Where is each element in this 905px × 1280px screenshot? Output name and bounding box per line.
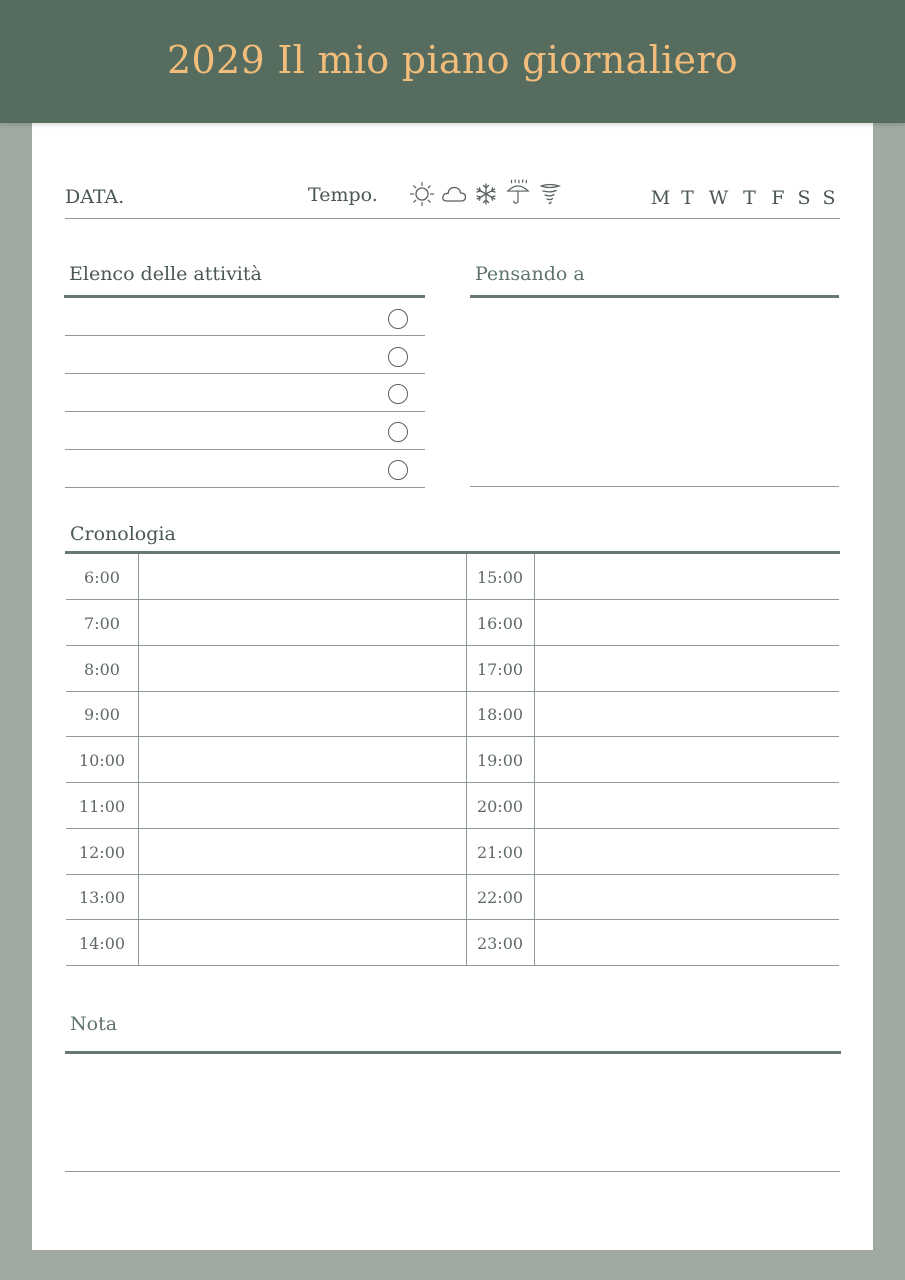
time-slot-label: 14:00 [78, 934, 126, 953]
task-line[interactable] [65, 335, 425, 336]
date-row-divider [65, 218, 840, 219]
cloud-icon[interactable] [441, 181, 467, 207]
timeline-divider-left [138, 554, 139, 965]
date-label: DATA. [65, 186, 125, 208]
time-slot-label: 18:00 [476, 705, 524, 724]
time-slot-label: 20:00 [476, 797, 524, 816]
thinking-area[interactable] [470, 299, 839, 485]
weekday-selector [649, 187, 841, 209]
day-tuesday[interactable]: T [681, 187, 694, 209]
snowflake-icon[interactable] [473, 181, 499, 207]
tasks-title: Elenco delle attività [69, 263, 262, 285]
time-slot-label: 10:00 [78, 751, 126, 770]
notes-title: Nota [70, 1013, 118, 1035]
notes-title-rule [65, 1051, 841, 1054]
time-slot-label: 16:00 [476, 614, 524, 633]
time-slot-label: 19:00 [476, 751, 524, 770]
time-row-line [66, 965, 839, 966]
time-slot-label: 7:00 [84, 614, 120, 633]
task-line[interactable] [65, 449, 425, 450]
time-slot-label: 8:00 [84, 660, 120, 679]
day-wednesday[interactable]: W [708, 187, 729, 209]
thinking-title-rule [470, 295, 839, 298]
time-slot-label: 12:00 [78, 843, 126, 862]
thinking-title: Pensando a [475, 263, 585, 285]
task-checkbox[interactable] [388, 347, 408, 367]
page-title: 2029 Il mio piano giornaliero [167, 37, 738, 82]
time-slot-label: 13:00 [78, 888, 126, 907]
tasks-title-rule [64, 295, 425, 298]
time-slot-label: 9:00 [84, 705, 120, 724]
tornado-icon[interactable] [537, 181, 563, 207]
notes-area[interactable] [65, 1055, 840, 1170]
umbrella-icon[interactable] [505, 179, 531, 205]
time-slot-label: 23:00 [476, 934, 524, 953]
day-thursday[interactable]: T [743, 187, 756, 209]
header-banner [0, 0, 905, 123]
day-sunday[interactable]: S [822, 187, 836, 209]
time-slot-label: 22:00 [476, 888, 524, 907]
task-checkbox[interactable] [388, 460, 408, 480]
time-row-line [66, 828, 839, 829]
time-slot-label: 6:00 [84, 568, 120, 587]
notes-bottom-line [65, 1171, 840, 1172]
time-row-line [66, 874, 839, 875]
task-checkbox[interactable] [388, 309, 408, 329]
time-slot-label: 17:00 [476, 660, 524, 679]
day-monday[interactable]: M [650, 187, 671, 209]
time-slot-label: 21:00 [476, 843, 524, 862]
time-slot-label: 15:00 [476, 568, 524, 587]
timeline-title-rule [65, 551, 840, 554]
time-row-line [66, 736, 839, 737]
weather-label: Tempo. [308, 184, 378, 206]
time-row-line [66, 919, 839, 920]
thinking-bottom-line [470, 486, 839, 487]
task-line[interactable] [65, 373, 425, 374]
day-saturday[interactable]: S [797, 187, 811, 209]
sun-icon[interactable] [409, 181, 435, 207]
time-row-line [66, 782, 839, 783]
time-row-line [66, 599, 839, 600]
timeline-divider-right [534, 554, 535, 965]
task-checkbox[interactable] [388, 384, 408, 404]
task-line[interactable] [65, 487, 425, 488]
planner-sheet [32, 123, 873, 1250]
time-row-line [66, 645, 839, 646]
task-line[interactable] [65, 411, 425, 412]
task-checkbox[interactable] [388, 422, 408, 442]
timeline-title: Cronologia [70, 523, 176, 545]
time-row-line [66, 691, 839, 692]
day-friday[interactable]: F [771, 187, 785, 209]
time-slot-label: 11:00 [78, 797, 126, 816]
